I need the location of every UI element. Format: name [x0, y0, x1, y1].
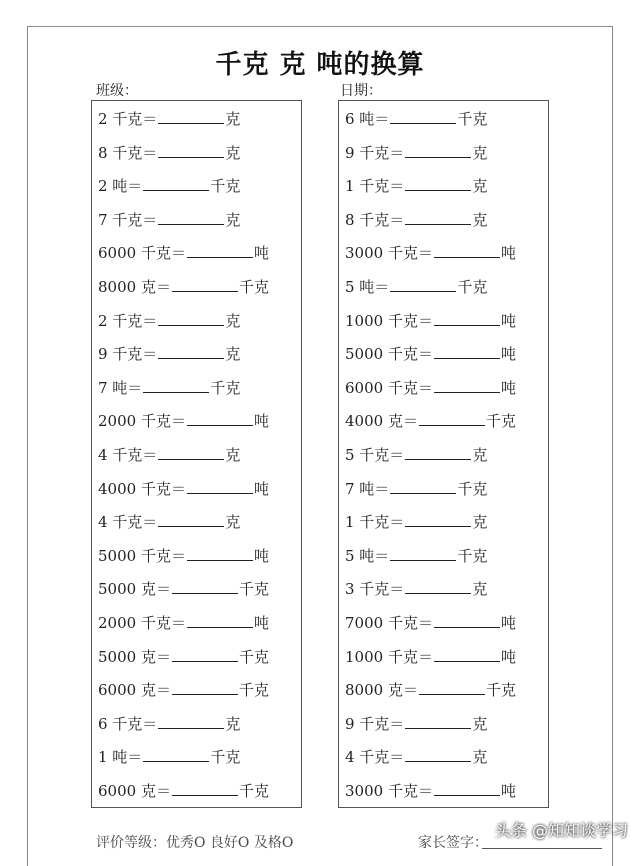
exercise-unit: 千克 — [210, 748, 241, 767]
answer-blank[interactable] — [172, 779, 238, 796]
exercise-unit: 千克 — [457, 546, 488, 565]
exercise-row — [345, 107, 487, 131]
exercise-prompt: 4 千克＝ — [345, 748, 405, 767]
exercise-unit: 千克 — [238, 278, 269, 296]
class-label: 班级： — [96, 83, 138, 99]
answer-blank[interactable] — [434, 309, 500, 326]
evaluation-line: 评价等级：优秀O 良好O 及格O — [96, 835, 294, 851]
exercise-prompt: 2 千克＝ — [98, 110, 158, 128]
answer-blank[interactable] — [158, 510, 224, 527]
exercise-unit: 千克 — [238, 681, 269, 700]
answer-blank[interactable] — [143, 376, 209, 393]
exercise-unit: 克 — [472, 143, 488, 162]
exercise-prompt: 4000 克＝ — [345, 412, 418, 431]
exercise-unit: 吨 — [500, 647, 516, 666]
exercise-prompt: 5000 克＝ — [98, 580, 171, 599]
exercise-row — [345, 577, 487, 601]
exercise-row — [98, 107, 240, 131]
exercise-prompt: 8 千克＝ — [345, 210, 405, 229]
answer-blank[interactable] — [405, 141, 471, 158]
exercise-unit: 千克 — [238, 647, 269, 666]
exercise-prompt: 8 千克＝ — [98, 143, 158, 162]
answer-blank[interactable] — [158, 342, 224, 359]
exercise-prompt: 5 千克＝ — [345, 446, 405, 464]
answer-blank[interactable] — [158, 208, 224, 225]
exercise-unit: 克 — [225, 446, 241, 464]
answer-blank[interactable] — [434, 611, 500, 628]
exercise-prompt: 3000 千克＝ — [345, 782, 433, 800]
exercise-unit: 吨 — [500, 614, 516, 632]
answer-blank[interactable] — [405, 745, 471, 762]
answer-blank[interactable] — [390, 544, 456, 561]
exercise-prompt: 4000 千克＝ — [98, 479, 186, 498]
exercise-prompt: 7 吨＝ — [345, 479, 390, 498]
exercise-row — [98, 577, 269, 601]
exercise-prompt: 1000 千克＝ — [345, 647, 433, 666]
exercise-row — [98, 443, 240, 467]
exercise-prompt: 9 千克＝ — [345, 143, 405, 162]
exercise-unit: 克 — [472, 748, 488, 767]
exercise-row — [345, 208, 487, 232]
answer-blank[interactable] — [172, 577, 238, 594]
exercise-unit: 克 — [225, 110, 241, 128]
exercise-prompt: 2000 千克＝ — [98, 412, 186, 431]
exercise-unit: 吨 — [500, 345, 516, 364]
exercise-prompt: 3 千克＝ — [345, 580, 405, 599]
exercise-unit: 千克 — [485, 681, 516, 700]
exercise-row — [345, 645, 516, 669]
exercise-row — [345, 510, 487, 534]
answer-blank[interactable] — [405, 443, 471, 460]
answer-blank[interactable] — [158, 712, 224, 729]
exercise-unit: 克 — [472, 513, 488, 532]
answer-blank[interactable] — [143, 174, 209, 191]
exercise-row — [98, 510, 240, 534]
answer-blank[interactable] — [187, 611, 253, 628]
exercise-row — [98, 712, 240, 736]
answer-blank[interactable] — [419, 678, 485, 695]
exercise-row — [98, 174, 240, 198]
exercise-row — [98, 208, 240, 232]
exercise-row — [98, 544, 269, 568]
exercise-prompt: 5000 千克＝ — [98, 546, 186, 565]
exercise-row — [345, 342, 516, 366]
exercise-unit: 克 — [472, 210, 488, 229]
exercise-unit: 克 — [472, 580, 488, 599]
exercise-row — [345, 712, 487, 736]
exercise-row — [345, 409, 516, 433]
exercise-unit: 克 — [225, 210, 241, 229]
exercise-unit: 吨 — [500, 782, 516, 800]
answer-blank[interactable] — [172, 645, 238, 662]
answer-blank[interactable] — [187, 477, 253, 494]
exercise-row — [345, 544, 487, 568]
exercise-prompt: 3000 千克＝ — [345, 244, 433, 263]
exercise-prompt: 8000 克＝ — [345, 681, 418, 700]
answer-blank[interactable] — [434, 342, 500, 359]
exercise-row — [345, 443, 487, 467]
exercise-row — [345, 174, 487, 198]
exercise-row — [98, 779, 269, 803]
exercise-row — [98, 678, 269, 702]
exercise-prompt: 5000 克＝ — [98, 647, 171, 666]
exercise-unit: 吨 — [253, 412, 269, 431]
answer-blank[interactable] — [158, 443, 224, 460]
answer-blank[interactable] — [419, 409, 485, 426]
exercise-row — [345, 779, 516, 803]
exercise-unit: 千克 — [485, 412, 516, 431]
answer-blank[interactable] — [187, 409, 253, 426]
exercise-row — [98, 342, 240, 366]
exercise-row — [98, 477, 269, 501]
exercise-prompt: 7 千克＝ — [98, 210, 158, 229]
exercise-row — [345, 141, 487, 165]
exercise-prompt: 6000 千克＝ — [98, 244, 186, 263]
exercise-prompt: 6 千克＝ — [98, 714, 158, 733]
exercise-prompt: 7 吨＝ — [98, 378, 143, 397]
answer-blank[interactable] — [158, 107, 224, 124]
exercise-prompt: 5 吨＝ — [345, 546, 390, 565]
answer-blank[interactable] — [172, 678, 238, 695]
exercise-unit: 克 — [472, 714, 488, 733]
exercise-row — [98, 745, 240, 769]
exercise-unit: 千克 — [457, 278, 488, 296]
exercise-row — [345, 477, 487, 501]
exercise-row — [345, 275, 487, 299]
answer-blank[interactable] — [405, 208, 471, 225]
answer-blank[interactable] — [434, 645, 500, 662]
answer-blank[interactable] — [143, 745, 209, 762]
exercise-unit: 克 — [225, 345, 241, 364]
exercise-unit: 吨 — [253, 614, 269, 632]
exercise-row — [98, 309, 240, 333]
exercise-prompt: 7000 千克＝ — [345, 614, 433, 632]
exercise-unit: 克 — [225, 513, 241, 532]
exercise-prompt: 9 千克＝ — [98, 345, 158, 364]
answer-blank[interactable] — [434, 779, 500, 796]
exercise-unit: 千克 — [210, 177, 241, 196]
exercise-unit: 克 — [472, 446, 488, 464]
parent-signature-line — [482, 848, 602, 849]
answer-blank[interactable] — [158, 309, 224, 326]
exercise-row — [98, 611, 269, 635]
exercise-prompt: 9 千克＝ — [345, 714, 405, 733]
worksheet-title: 千克 克 吨的换算 — [215, 50, 425, 80]
exercise-unit: 吨 — [253, 244, 269, 263]
answer-blank[interactable] — [434, 241, 500, 258]
exercise-row — [345, 611, 516, 635]
answer-blank[interactable] — [390, 275, 456, 292]
exercise-row — [98, 645, 269, 669]
exercise-row — [98, 275, 269, 299]
answer-blank[interactable] — [172, 275, 238, 292]
answer-blank[interactable] — [158, 141, 224, 158]
answer-blank[interactable] — [390, 107, 456, 124]
exercise-prompt: 1 千克＝ — [345, 513, 405, 532]
exercise-unit: 克 — [472, 177, 488, 196]
exercise-row — [98, 241, 269, 265]
exercise-unit: 千克 — [238, 580, 269, 599]
exercise-prompt: 8000 克＝ — [98, 278, 171, 296]
exercise-unit: 千克 — [210, 378, 241, 397]
watermark: 头条 @知知谈学习 — [494, 821, 628, 840]
exercise-prompt: 5000 千克＝ — [345, 345, 433, 364]
exercise-row — [345, 241, 516, 265]
exercise-prompt: 1 吨＝ — [98, 748, 143, 767]
exercise-row — [345, 745, 487, 769]
answer-blank[interactable] — [405, 577, 471, 594]
answer-blank[interactable] — [405, 712, 471, 729]
answer-blank[interactable] — [390, 477, 456, 494]
date-label: 日期： — [340, 83, 382, 99]
exercise-prompt: 6000 克＝ — [98, 782, 171, 800]
exercise-prompt: 2 吨＝ — [98, 177, 143, 196]
answer-blank[interactable] — [405, 174, 471, 191]
exercise-prompt: 1 千克＝ — [345, 177, 405, 196]
exercise-unit: 千克 — [238, 782, 269, 800]
exercise-row — [345, 678, 516, 702]
exercise-unit: 克 — [225, 143, 241, 162]
exercise-unit: 千克 — [457, 110, 488, 128]
exercise-prompt: 6 吨＝ — [345, 110, 390, 128]
exercise-unit: 吨 — [253, 546, 269, 565]
exercise-row — [98, 141, 240, 165]
exercise-unit: 克 — [225, 714, 241, 733]
exercise-prompt: 6000 千克＝ — [345, 378, 433, 397]
exercise-prompt: 1000 千克＝ — [345, 311, 433, 330]
exercise-unit: 吨 — [500, 311, 516, 330]
answer-blank[interactable] — [434, 376, 500, 393]
exercise-row — [345, 309, 516, 333]
right-exercise-column — [338, 100, 549, 808]
exercise-unit: 克 — [225, 311, 241, 330]
exercise-prompt: 6000 克＝ — [98, 681, 171, 700]
left-exercise-column — [91, 100, 302, 808]
parent-signature-label: 家长签字： — [418, 835, 488, 851]
exercise-unit: 吨 — [500, 244, 516, 263]
exercise-row — [98, 376, 240, 400]
exercise-unit: 千克 — [457, 479, 488, 498]
exercise-prompt: 5 吨＝ — [345, 278, 390, 296]
exercise-row — [98, 409, 269, 433]
answer-blank[interactable] — [405, 510, 471, 527]
answer-blank[interactable] — [187, 241, 253, 258]
exercise-prompt: 4 千克＝ — [98, 513, 158, 532]
exercise-unit: 吨 — [253, 479, 269, 498]
exercise-prompt: 4 千克＝ — [98, 446, 158, 464]
exercise-prompt: 2 千克＝ — [98, 311, 158, 330]
exercise-unit: 吨 — [500, 378, 516, 397]
answer-blank[interactable] — [187, 544, 253, 561]
exercise-prompt: 2000 千克＝ — [98, 614, 186, 632]
exercise-row — [345, 376, 516, 400]
